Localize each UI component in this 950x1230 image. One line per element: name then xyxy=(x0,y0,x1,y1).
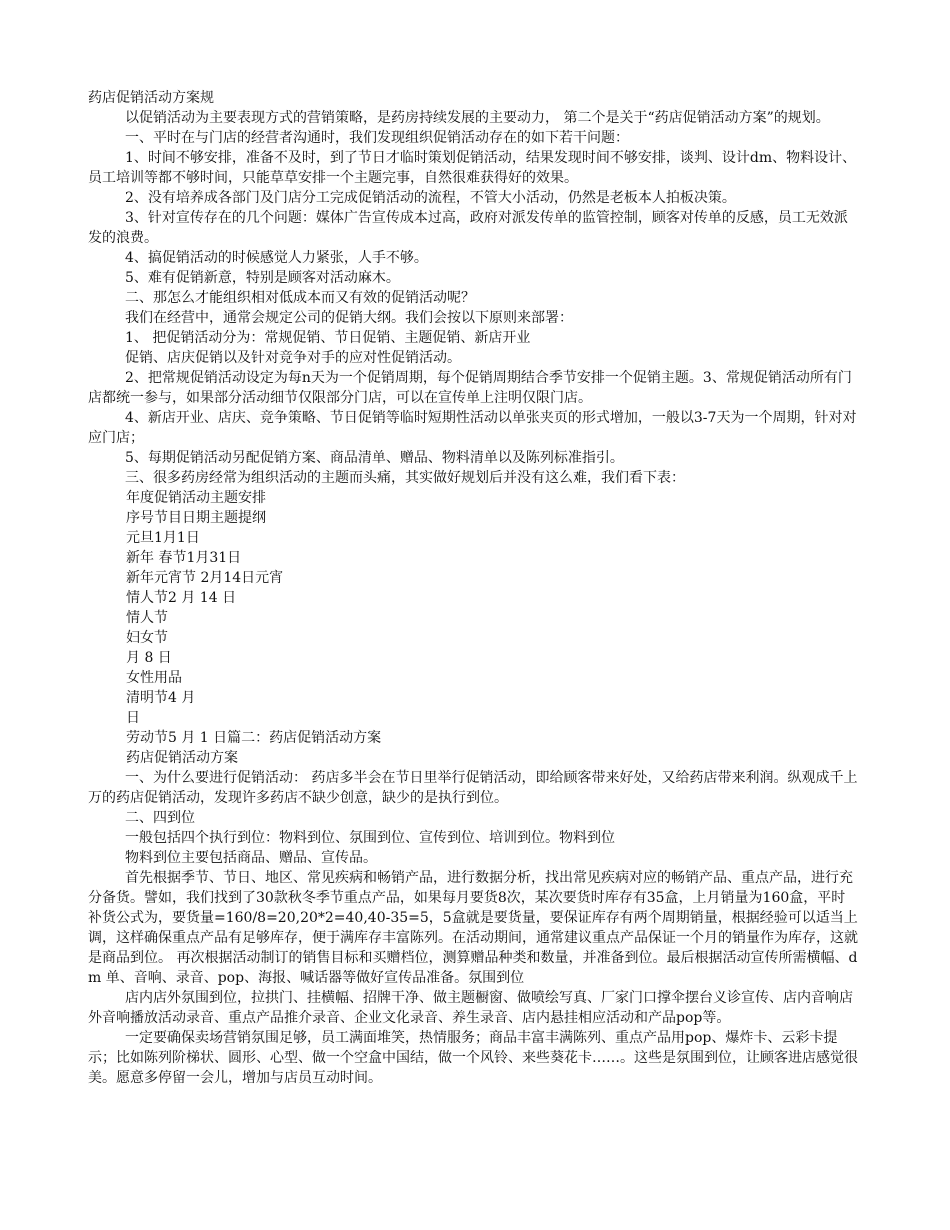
paragraph: 2、把常规促销活动设定为每n天为一个促销周期，每个促销周期结合季节安排一个促销主题。3、常规促销活动所有门店都统一参与，如果部分活动细节仅限部分门店，可以在宣传单上注明仅限门店。 xyxy=(88,370,852,406)
paragraph: 物料到位主要包括商品、赠品、宣传品。 xyxy=(125,850,377,866)
table-line: 月 8 日 xyxy=(126,650,172,666)
document-title: 药店促销活动方案规 xyxy=(88,90,214,106)
paragraph: 3、针对宣传存在的几个问题：媒体广告宣传成本过高，政府对派发传单的监管控制，顾客对传单的反感，员工无效派发的浪费。 xyxy=(88,210,848,246)
table-line: 劳动节5 月 1 日篇二：药店促销活动方案 xyxy=(126,730,382,746)
paragraph: 首先根据季节、节日、地区、常见疾病和畅销产品，进行数据分析，找出常见疾病对应的畅销产品、重点产品，进行充分备货。譬如，我们找到了30款秋冬季节重点产品，如果每月要货8次，某次要货时库存有35盒，上月销量为160盒，平时补货公式为，要货量=160/8=20,20*2=40,40-35=5，5盒就是要货量，要保证库存有两个周期销量，根据经验可以适当上调，这样确保重点产品有足够库存，便于满库存丰富陈列。在活动期间，通常建议重点产品保证一个月的销量作为库存，这就是商品到位。 再次根据活动制订的销售目标和买赠档位，测算赠品种类和数量，并准备到位。最后根据活动宣传所需横幅、dm 单、音响、录音、pop、海报、喊话器等做好宣传品准备。氛围到位 xyxy=(88,870,858,986)
document-page xyxy=(88,88,858,1088)
paragraph: 2、没有培养成各部门及门店分工完成促销活动的流程，不管大小活动，仍然是老板本人拍板决策。 xyxy=(125,190,736,206)
table-line: 妇女节 xyxy=(126,630,168,646)
table-line: 年度促销活动主题安排 xyxy=(126,490,266,506)
section-title: 药店促销活动方案 xyxy=(126,750,238,766)
paragraph: 5、每期促销活动另配促销方案、商品清单、赠品、物料清单以及陈列标准指引。 xyxy=(125,450,624,466)
paragraph: 促销、店庆促销以及针对竞争对手的应对性促销活动。 xyxy=(125,350,461,366)
table-line: 序号节目日期主题提纲 xyxy=(126,510,266,526)
paragraph: 5、难有促销新意，特别是顾客对活动麻木。 xyxy=(125,270,400,286)
paragraph: 二、那怎么才能组织相对低成本而又有效的促销活动呢？ xyxy=(125,290,475,306)
paragraph: 一、为什么要进行促销活动： 药店多半会在节日里举行促销活动，即给顾客带来好处，又给药店带来利润。纵观成千上万的药店促销活动，发现许多药店不缺少创意，缺少的是执行到位。 xyxy=(88,770,858,806)
paragraph: 一、平时在与门店的经营者沟通时，我们发现组织促销活动存在的如下若干问题： xyxy=(125,130,629,146)
paragraph: 一定要确保卖场营销氛围足够，员工满面堆笑，热情服务；商品丰富丰满陈列、重点产品用pop、爆炸卡、云彩卡提示；比如陈列阶梯状、圆形、心型、做一个空盒中国结，做一个风铃、来些葵花卡……。这些是氛围到位，让顾客进店感觉很美。愿意多停留一会儿，增加与店员互动时间。 xyxy=(88,1030,858,1086)
paragraph: 三、很多药房经常为组织活动的主题而头痛，其实做好规划后并没有这么难，我们看下表： xyxy=(125,470,685,486)
paragraph: 4、新店开业、店庆、竞争策略、节日促销等临时短期性活动以单张夹页的形式增加，一般以3-7天为一个周期，针对对应门店； xyxy=(88,410,857,446)
table-line: 女性用品 xyxy=(126,670,182,686)
table-line: 情人节2 月 14 日 xyxy=(126,590,237,606)
paragraph: 我们在经营中，通常会规定公司的促销大纲。我们会按以下原则来部署： xyxy=(125,310,573,326)
paragraph: 一般包括四个执行到位：物料到位、氛围到位、宣传到位、培训到位。物料到位 xyxy=(125,830,615,846)
table-line: 日 xyxy=(126,710,140,726)
table-line: 清明节4 月 xyxy=(126,690,196,706)
table-line: 新年元宵节 2月14日元宵 xyxy=(126,570,284,586)
table-line: 情人节 xyxy=(126,610,168,626)
paragraph: 4、搞促销活动的时候感觉人力紧张，人手不够。 xyxy=(125,250,428,266)
paragraph: 以促销活动为主要表现方式的营销策略，是药房持续发展的主要动力， 第二个是关于“药店促销活动方案”的规划。 xyxy=(125,110,830,126)
paragraph: 店内店外氛围到位，拉拱门、挂横幅、招牌干净、做主题橱窗、做喷绘写真、厂家门口撑伞摆台义诊宣传、店内音响店外音响播放活动录音、重点产品推介录音、企业文化录音、养生录音、店内悬挂相应活动和产品pop等。 xyxy=(88,990,853,1026)
paragraph: 二、四到位 xyxy=(125,810,195,826)
table-line: 新年 春节1月31日 xyxy=(126,550,242,566)
table-line: 元旦1月1日 xyxy=(126,530,200,546)
paragraph: 1、时间不够安排，准备不及时，到了节日才临时策划促销活动，结果发现时间不够安排，谈判、设计dm、物料设计、员工培训等都不够时间，只能草草安排一个主题完事，自然很难获得好的效果。 xyxy=(88,150,857,186)
paragraph: 1、 把促销活动分为：常规促销、节日促销、主题促销、新店开业 xyxy=(125,330,531,346)
